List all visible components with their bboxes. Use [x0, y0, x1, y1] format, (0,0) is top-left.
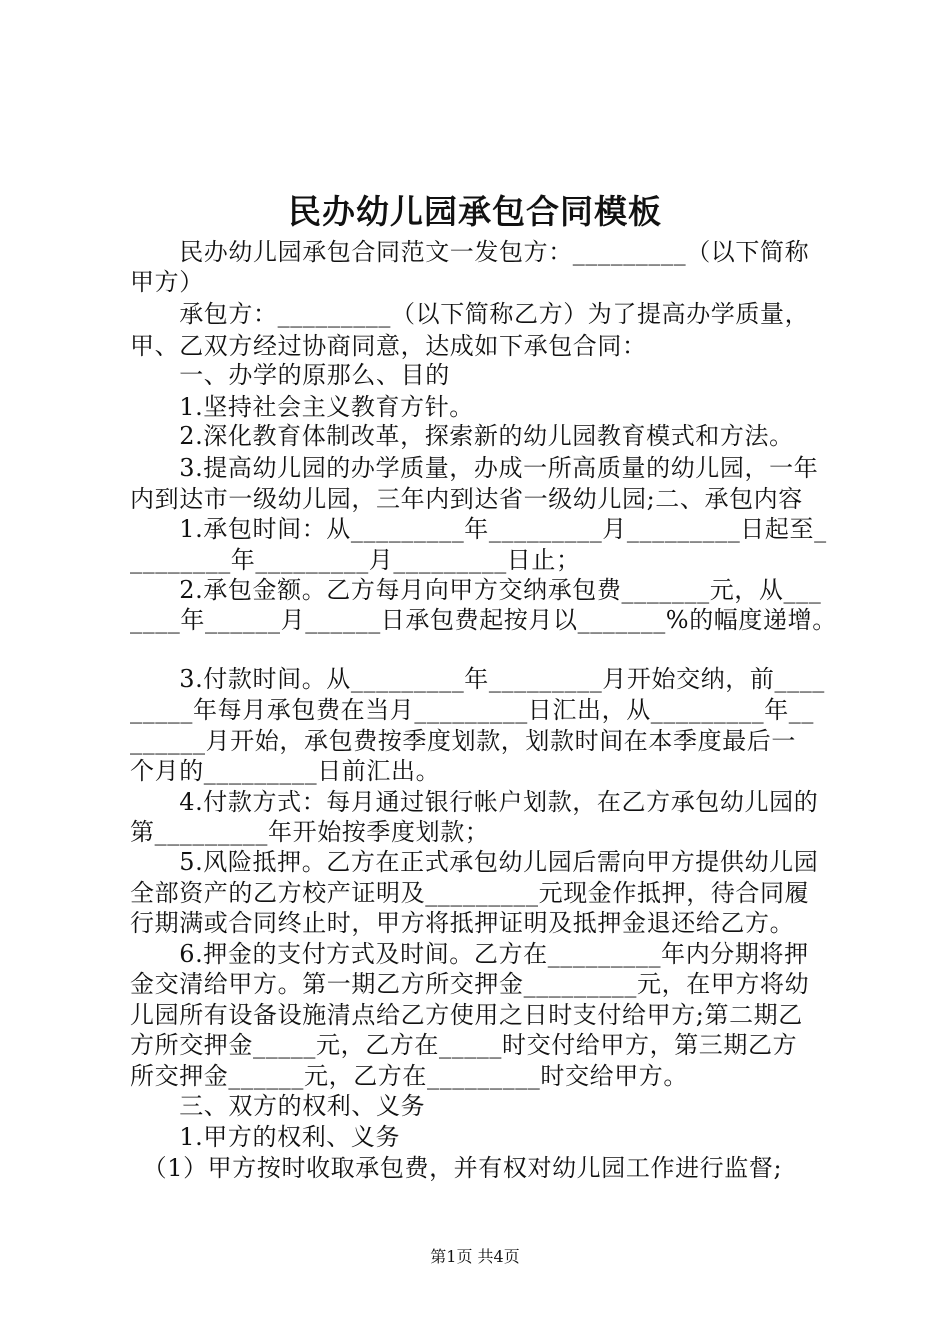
body-line: 6.押金的支付方式及时间。乙方在_________年内分期将押: [130, 940, 809, 968]
body-line: 一、办学的原那么、目的: [130, 361, 450, 389]
body-line: 3.提高幼儿园的办学质量，办成一所高质量的幼儿园，一年: [130, 454, 819, 482]
body-line: 1.承包时间：从_________年_________月_________日起至_: [130, 515, 827, 543]
body-line: 2.承包金额。乙方每月向甲方交纳承包费_______元，从___: [130, 576, 822, 604]
body-line: 内到达市一级幼儿园，三年内到达省一级幼儿园;二、承包内容: [130, 485, 803, 513]
body-line: 甲方）: [130, 268, 204, 296]
body-line: （1）甲方按时收取承包费，并有权对幼儿园工作进行监督;: [130, 1154, 783, 1182]
body-line: 方所交押金_____元，乙方在_____时交付给甲方，第三期乙方: [130, 1031, 798, 1059]
body-line: ________年_________月_________日止；: [130, 546, 581, 574]
body-line: 全部资产的乙方校产证明及_________元现金作抵押，待合同履: [130, 879, 810, 907]
body-line: _____年每月承包费在当月_________日汇出，从_________年__: [130, 696, 814, 724]
body-line: 1.甲方的权利、义务: [130, 1123, 401, 1151]
body-line: ____年______月______日承包费起按月以_______%的幅度递增。: [130, 606, 837, 634]
page-footer: 第1页 共4页: [430, 1247, 520, 1266]
document-title: 民办幼儿园承包合同模板: [288, 192, 662, 231]
body-line: 儿园所有设备设施清点给乙方使用之日时支付给甲方;第二期乙: [130, 1001, 803, 1029]
body-line: 承包方：_________（以下简称乙方）为了提高办学质量，: [130, 300, 810, 328]
body-line: 所交押金______元，乙方在_________时交给甲方。: [130, 1062, 688, 1090]
body-line: 金交清给甲方。第一期乙方所交押金_________元，在甲方将幼: [130, 970, 810, 998]
body-line: ______月开始，承包费按季度划款，划款时间在本季度最后一: [130, 727, 796, 755]
body-line: 甲、乙双方经过协商同意，达成如下承包合同：: [130, 332, 647, 360]
body-line: 1.坚持社会主义教育方针。: [130, 393, 474, 421]
body-line: 3.付款时间。从_________年_________月开始交纳，前____: [130, 665, 825, 693]
body-line: 2.深化教育体制改革，探索新的幼儿园教育模式和方法。: [130, 422, 794, 450]
body-line: 5.风险抵押。乙方在正式承包幼儿园后需向甲方提供幼儿园: [130, 848, 819, 876]
body-line: 行期满或合同终止时，甲方将抵押证明及抵押金退还给乙方。: [130, 909, 795, 937]
body-line: 三、双方的权利、义务: [130, 1092, 426, 1120]
body-line: 第_________年开始按季度划款；: [130, 818, 490, 846]
body-line: 民办幼儿园承包合同范文一发包方：_________（以下简称: [130, 238, 810, 266]
body-line: 4.付款方式：每月通过银行帐户划款，在乙方承包幼儿园的: [130, 788, 819, 816]
body-line: 个月的_________日前汇出。: [130, 757, 441, 785]
